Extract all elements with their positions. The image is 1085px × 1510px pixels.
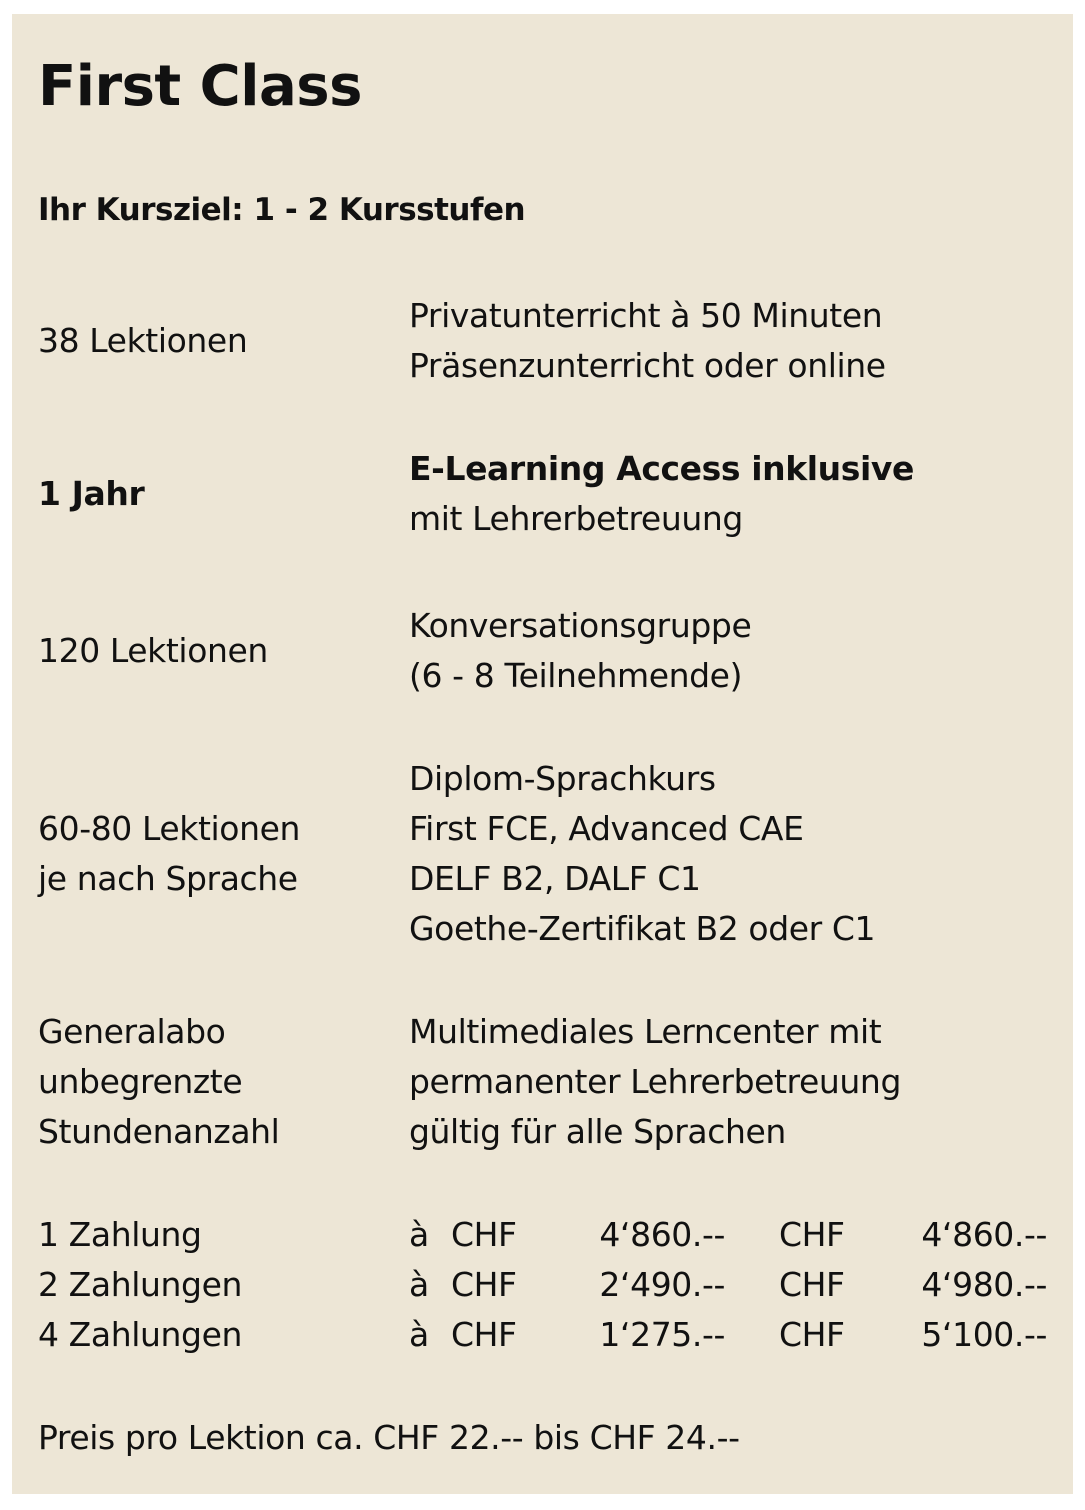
feature-description-line: mit Lehrerbetreuung	[409, 499, 743, 538]
feature-quantity-line: unbegrenzte	[38, 1062, 243, 1101]
payment-rate-currency: CHF	[451, 1265, 517, 1304]
feature-quantity-line: 1 Jahr	[38, 474, 145, 513]
course-goal: Ihr Kursziel: 1 - 2 Kursstufen	[38, 192, 526, 228]
payment-per: à	[409, 1215, 429, 1254]
feature-quantity-line: 38 Lektionen	[38, 321, 248, 360]
feature-description-line: Präsenzunterricht oder online	[409, 346, 886, 385]
feature-description-line: Multimediales Lerncenter mit	[409, 1012, 882, 1051]
feature-quantity	[38, 804, 388, 904]
payment-total-amount: 4‘980.--	[921, 1265, 1047, 1304]
feature-quantity-line: je nach Sprache	[38, 859, 298, 898]
payment-per: à	[409, 1265, 429, 1304]
payment-total-amount: 4‘860.--	[921, 1215, 1047, 1254]
course-card	[12, 14, 1073, 1494]
payment-row	[12, 1260, 1073, 1310]
feature-quantity	[38, 626, 388, 676]
payment-row	[12, 1210, 1073, 1260]
payment-label: 2 Zahlungen	[38, 1265, 242, 1304]
feature-description	[409, 601, 1049, 701]
feature-description-line: E-Learning Access inklusive	[409, 449, 915, 488]
price-per-lesson-note: Preis pro Lektion ca. CHF 22.-- bis CHF 24.--	[38, 1418, 740, 1457]
payment-rate-amount: 4‘860.--	[599, 1215, 725, 1254]
payment-total-amount: 5‘100.--	[921, 1315, 1047, 1354]
feature-quantity-line: Stundenanzahl	[38, 1112, 280, 1151]
payment-rate-amount: 2‘490.--	[599, 1265, 725, 1304]
payment-rate-currency: CHF	[451, 1315, 517, 1354]
course-title: First Class	[38, 54, 362, 119]
feature-quantity	[38, 1007, 388, 1157]
feature-quantity-line: 60-80 Lektionen	[38, 809, 301, 848]
feature-quantity	[38, 316, 388, 366]
feature-description-line: gültig für alle Sprachen	[409, 1112, 786, 1151]
feature-description-line: Diplom-Sprachkurs	[409, 759, 716, 798]
payment-row	[12, 1310, 1073, 1360]
payment-rate-amount: 1‘275.--	[599, 1315, 725, 1354]
feature-quantity-line: 120 Lektionen	[38, 631, 268, 670]
feature-description-line: First FCE, Advanced CAE	[409, 809, 804, 848]
feature-description	[409, 291, 1049, 391]
feature-description	[409, 754, 1049, 954]
feature-description	[409, 1007, 1049, 1157]
feature-description-line: Konversationsgruppe	[409, 606, 752, 645]
payment-per: à	[409, 1315, 429, 1354]
payment-label: 4 Zahlungen	[38, 1315, 242, 1354]
payment-rate-currency: CHF	[451, 1215, 517, 1254]
feature-description-line: Privatunterricht à 50 Minuten	[409, 296, 883, 335]
feature-description-line: DELF B2, DALF C1	[409, 859, 701, 898]
feature-description-line: (6 - 8 Teilnehmende)	[409, 656, 743, 695]
feature-description-line: permanenter Lehrerbetreuung	[409, 1062, 901, 1101]
feature-quantity-line: Generalabo	[38, 1012, 226, 1051]
payment-label: 1 Zahlung	[38, 1215, 202, 1254]
payment-total-currency: CHF	[779, 1315, 845, 1354]
feature-quantity	[38, 469, 388, 519]
payment-total-currency: CHF	[779, 1265, 845, 1304]
feature-description	[409, 444, 1049, 544]
payment-total-currency: CHF	[779, 1215, 845, 1254]
feature-description-line: Goethe-Zertifikat B2 oder C1	[409, 909, 876, 948]
